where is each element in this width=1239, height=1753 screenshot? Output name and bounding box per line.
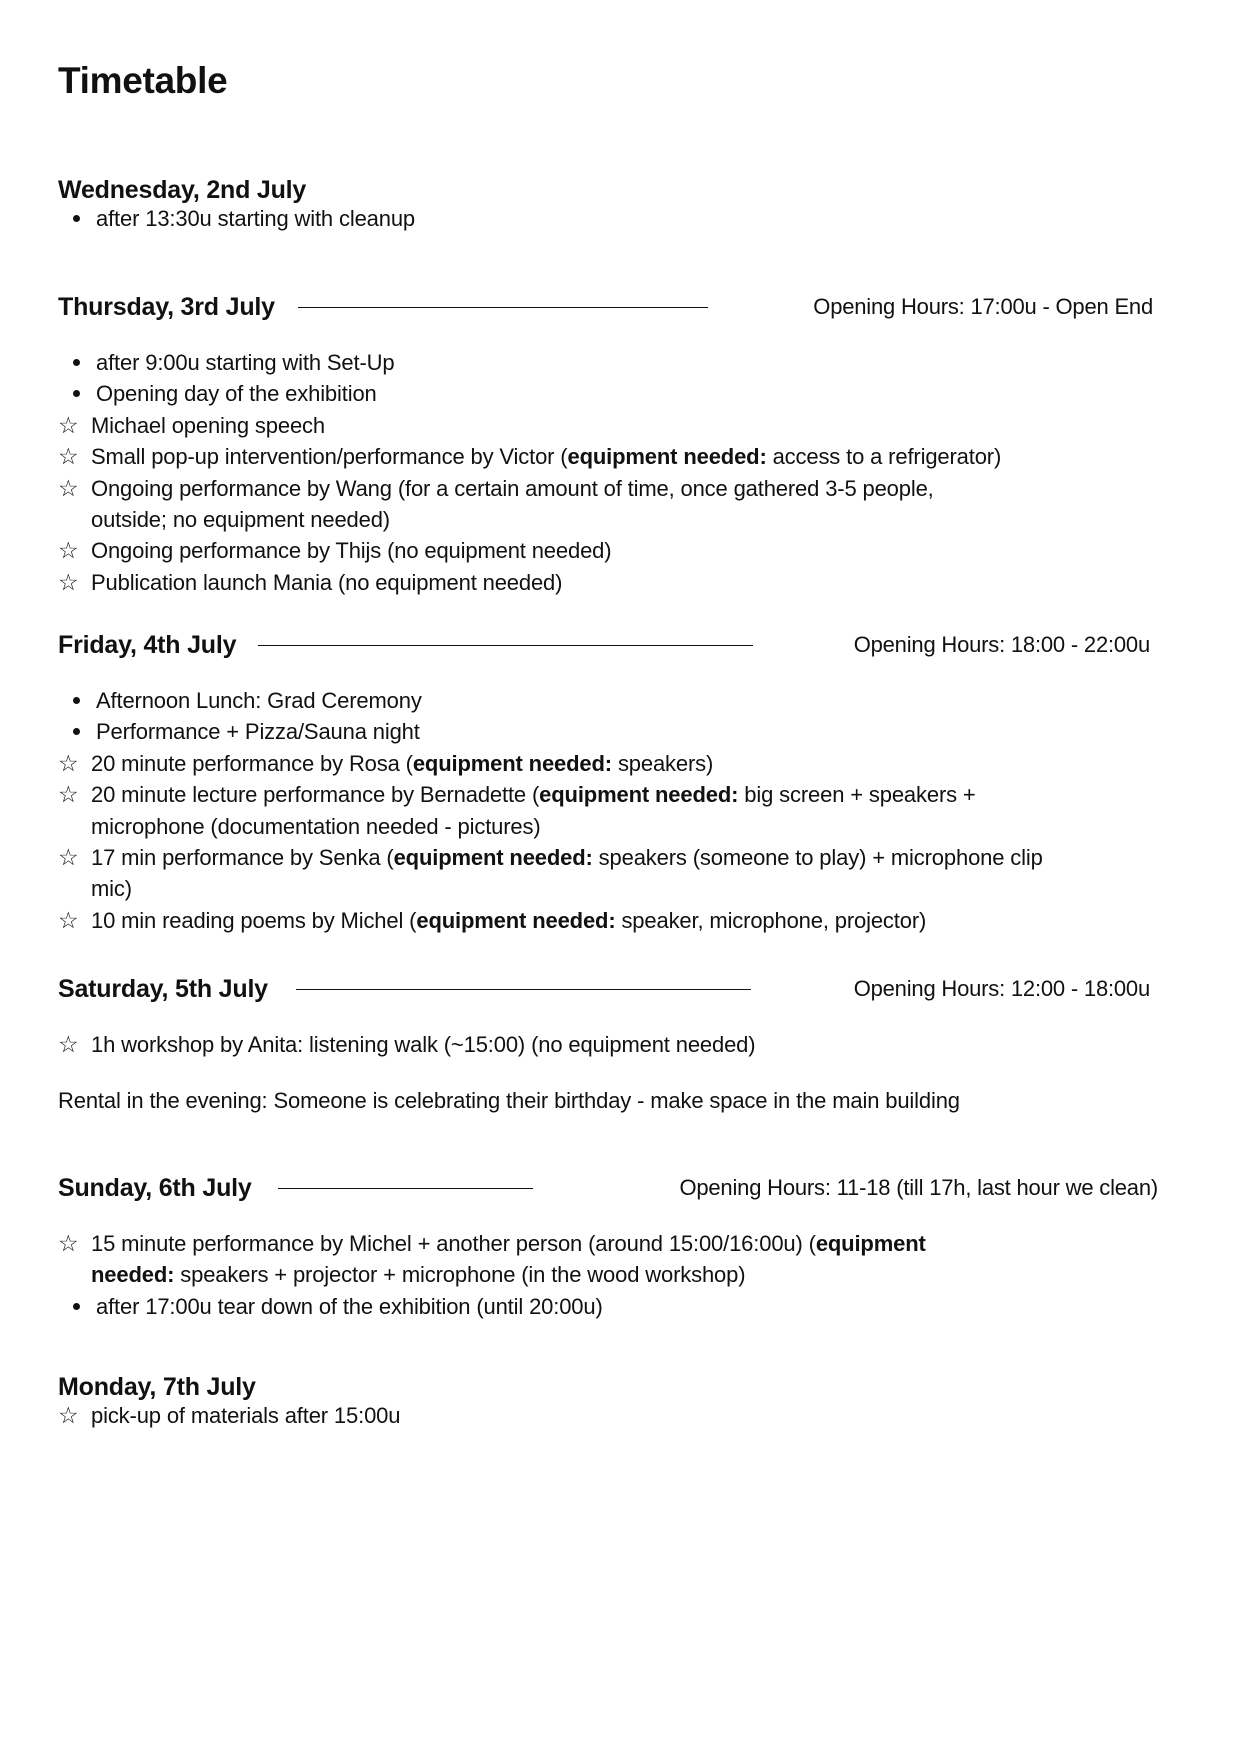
day-items [58, 203, 1158, 234]
list-item [58, 748, 1153, 779]
list-item [58, 410, 1153, 441]
item-text: pick-up of materials after 15:00u [91, 1403, 401, 1428]
opening-hours: Opening Hours: 11-18 (till 17h, last hour we clean) [679, 1175, 1158, 1200]
item-text: speakers) [611, 750, 714, 776]
day-header [58, 972, 1158, 1006]
list-item [58, 779, 1153, 842]
day-wednesday [58, 173, 1158, 234]
day-items [58, 685, 1153, 936]
star-icon: ☆ [58, 906, 79, 933]
list-item [58, 1400, 1158, 1431]
day-thursday [58, 290, 1158, 598]
star-icon: ☆ [58, 474, 79, 501]
day-friday [58, 628, 1158, 936]
day-title: Wednesday, 2nd July [58, 176, 307, 204]
list-item [58, 347, 1153, 378]
item-text: 17 min performance by Senka ( [91, 845, 394, 871]
day-saturday [58, 972, 1158, 1117]
star-icon: ☆ [58, 537, 79, 564]
list-item [58, 716, 1153, 747]
day-monday [58, 1370, 1158, 1431]
day-header [58, 1171, 1158, 1205]
divider-line [258, 645, 753, 646]
divider-line [298, 307, 708, 308]
divider-line [296, 989, 751, 990]
equipment-label: equipment needed: [91, 1231, 926, 1288]
day-title: Thursday, 3rd July [58, 293, 275, 321]
star-icon: ☆ [58, 749, 79, 776]
item-text: Small pop-up intervention/performance by Victor ( [91, 444, 568, 470]
list-item [58, 1291, 1058, 1322]
list-item [58, 1228, 1058, 1291]
list-item [58, 473, 1153, 536]
star-icon: ☆ [58, 1230, 79, 1256]
item-text: 15 minute performance by Michel + another person (around 15:00/16:00u) ( [91, 1231, 816, 1256]
item-text: big screen + speakers + microphone (documentation needed - pictures) [91, 782, 976, 839]
opening-hours: Opening Hours: 12:00 - 18:00u [853, 976, 1150, 1001]
equipment-label: equipment needed: [412, 750, 612, 776]
day-items [58, 1228, 1058, 1322]
item-text: after 9:00u starting with Set-Up [96, 350, 395, 375]
equipment-label: equipment needed: [393, 845, 593, 871]
item-text: Performance + Pizza/Sauna night [96, 719, 420, 745]
item-text: 20 minute performance by Rosa ( [91, 750, 413, 776]
page-title: Timetable [58, 60, 228, 101]
equipment-label: equipment needed: [567, 444, 767, 470]
bullet-icon [73, 1303, 80, 1310]
divider-line [278, 1188, 533, 1189]
day-title: Monday, 7th July [58, 1373, 256, 1401]
day-sunday [58, 1171, 1158, 1322]
day-header [58, 290, 1158, 324]
list-item [58, 203, 1158, 234]
opening-hours: Opening Hours: 17:00u - Open End [813, 294, 1153, 319]
item-text: Opening day of the exhibition [96, 381, 377, 407]
item-text: access to a refrigerator) [766, 444, 1002, 470]
star-icon: ☆ [58, 568, 79, 595]
item-text: Publication launch Mania (no equipment needed) [91, 569, 563, 595]
day-title: Saturday, 5th July [58, 975, 268, 1003]
item-text: after 13:30u starting with cleanup [96, 206, 415, 231]
star-icon: ☆ [58, 844, 79, 871]
day-header [58, 173, 1158, 207]
item-text: 20 minute lecture performance by Bernadette ( [91, 782, 540, 808]
day-header [58, 628, 1158, 662]
day-items [58, 1400, 1158, 1431]
item-text: speakers (someone to play) + microphone clip mic) [91, 845, 1043, 902]
bullet-icon [73, 215, 80, 222]
item-text: Ongoing performance by Thijs (no equipment needed) [91, 538, 612, 564]
item-text: after 17:00u tear down of the exhibition (until 20:00u) [96, 1293, 603, 1319]
list-item [58, 905, 1153, 936]
list-item [58, 535, 1153, 566]
day-items [58, 1029, 1158, 1060]
bullet-icon [73, 390, 80, 397]
list-item [58, 567, 1153, 598]
bullet-icon [73, 697, 80, 704]
bullet-icon [73, 728, 80, 735]
list-item [58, 441, 1153, 472]
day-items [58, 347, 1153, 598]
opening-hours: Opening Hours: 18:00 - 22:00u [853, 632, 1150, 657]
star-icon: ☆ [58, 781, 79, 808]
item-text: Michael opening speech [91, 412, 325, 438]
day-header [58, 1370, 1158, 1404]
item-text: Ongoing performance by Wang (for a certain amount of time, once gathered 3-5 people, outside; no equipment needed) [91, 475, 934, 533]
item-text: Afternoon Lunch: Grad Ceremony [96, 688, 422, 713]
list-item [58, 842, 1153, 905]
list-item [58, 378, 1153, 409]
item-text: 1h workshop by Anita: listening walk (~15:00) (no equipment needed) [91, 1032, 756, 1057]
star-icon: ☆ [58, 411, 79, 438]
star-icon: ☆ [58, 1031, 79, 1057]
equipment-label: equipment needed: [539, 782, 739, 808]
list-item [58, 1029, 1158, 1060]
day-title: Friday, 4th July [58, 631, 237, 659]
bullet-icon [73, 359, 80, 366]
item-text: speaker, microphone, projector) [615, 907, 927, 933]
list-item [58, 685, 1153, 716]
rental-note: Rental in the evening: Someone is celebrating their birthday - make space in the main building [58, 1088, 960, 1114]
item-text: speakers + projector + microphone (in the wood workshop) [174, 1262, 746, 1288]
item-text: 10 min reading poems by Michel ( [91, 907, 417, 933]
equipment-label: equipment needed: [416, 907, 616, 933]
day-title: Sunday, 6th July [58, 1174, 252, 1202]
star-icon: ☆ [58, 1402, 79, 1428]
star-icon: ☆ [58, 443, 79, 470]
